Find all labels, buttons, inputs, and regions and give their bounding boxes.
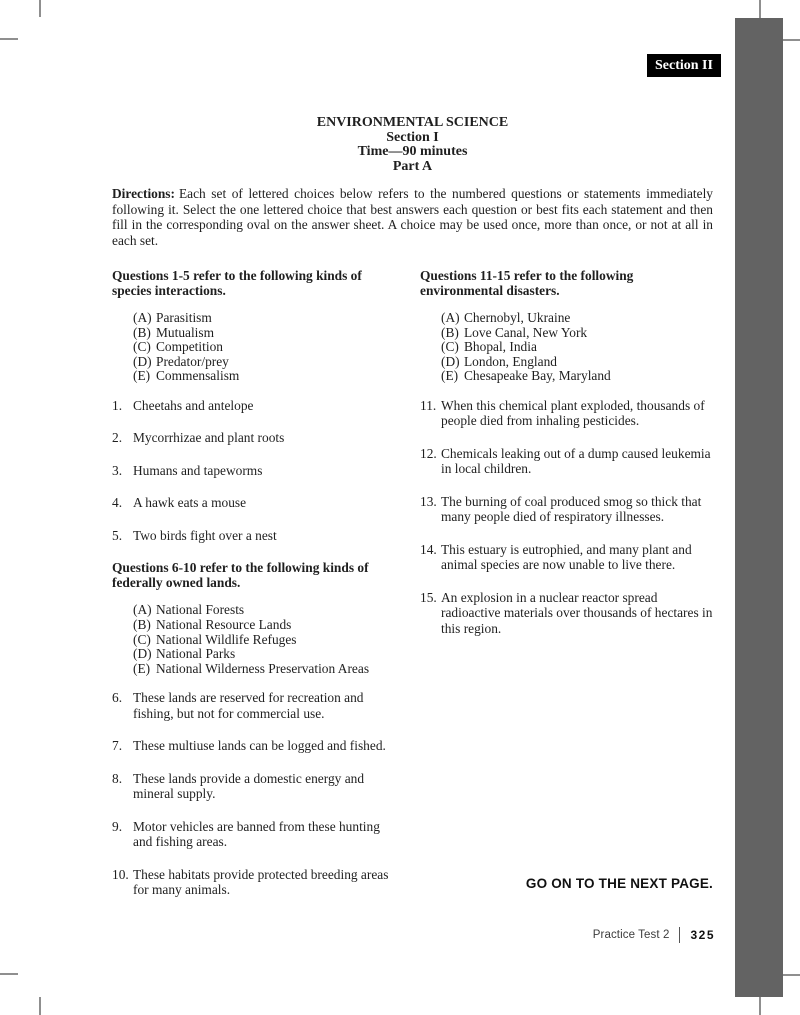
group-heading: Questions 6-10 refer to the following kinds of federally owned lands.: [112, 560, 369, 591]
choice-item: [133, 662, 394, 677]
question-group-6-10: [112, 560, 394, 897]
choice-letter: (E): [133, 660, 151, 676]
question-text: These lands are reserved for recreation and fishing, but not for commercial use.: [133, 690, 364, 721]
crop-mark-bottom-left-horizontal: [0, 973, 18, 975]
choice-text: Mutualism: [156, 324, 215, 340]
question-number: 6.: [112, 690, 123, 706]
directions-label: Directions:: [112, 186, 175, 202]
section-badge: Section II: [647, 54, 721, 77]
choice-text: Competition: [156, 339, 223, 355]
question-number: 8.: [112, 770, 123, 786]
choice-letter: (D): [133, 353, 152, 369]
choice-item: [133, 603, 394, 618]
choice-letter: (C): [441, 339, 459, 355]
choice-item: [133, 369, 394, 384]
choice-item: [133, 355, 394, 370]
choice-text: Parasitism: [156, 310, 212, 325]
exam-title-block: [112, 116, 713, 174]
choice-item: [441, 311, 713, 326]
question-item: [420, 398, 713, 429]
choice-text: Chesapeake Bay, Maryland: [464, 368, 611, 384]
question-text: Two birds fight over a nest: [133, 527, 277, 543]
crop-mark-bottom-left-vertical: [39, 997, 41, 1015]
question-text: Mycorrhizae and plant roots: [133, 430, 285, 446]
group-heading: Questions 1-5 refer to the following kinds of species interactions.: [112, 268, 362, 298]
crop-mark-top-right-horizontal: [783, 39, 800, 41]
choice-list: [112, 311, 394, 384]
question-text: Humans and tapeworms: [133, 462, 263, 478]
question-text: When this chemical plant exploded, thousands of people died from inhaling pesticides.: [441, 397, 705, 429]
question-text: This estuary is eutrophied, and many plant and animal species are now unable to live there.: [441, 541, 692, 573]
choice-letter: (A): [133, 310, 152, 325]
choice-text: Chernobyl, Ukraine: [464, 310, 571, 325]
choice-text: Commensalism: [156, 368, 240, 384]
footer-divider: [679, 927, 680, 943]
question-text: These habitats provide protected breeding areas for many animals.: [133, 866, 389, 898]
choice-letter: (E): [441, 368, 459, 384]
choice-text: London, England: [464, 353, 557, 369]
directions-text: Each set of lettered choices below refers to the numbered questions or statements immediately following it. Select the one lettered choice that best answers each question or best fits each statement and then fill in the corresponding oval on the answer sheet. A choice may be used once, more than once, or not at all in each set.: [112, 186, 713, 248]
question-item: [112, 398, 394, 414]
question-item: [420, 446, 713, 477]
question-number: 15.: [420, 589, 437, 605]
question-item: [420, 542, 713, 573]
question-item: [112, 495, 394, 511]
question-number: 7.: [112, 738, 123, 754]
question-item: [420, 494, 713, 525]
question-text: The burning of coal produced smog so thick that many people died of respiratory illnesses.: [441, 493, 702, 525]
exam-section: Section I: [386, 129, 439, 145]
choice-item: [133, 340, 394, 355]
crop-mark-bottom-right-vertical: [759, 997, 761, 1015]
question-number: 12.: [420, 445, 437, 461]
directions-paragraph: [112, 186, 713, 248]
question-item: [112, 690, 394, 721]
question-list: [112, 398, 394, 544]
exam-title: ENVIRONMENTAL SCIENCE: [316, 115, 509, 130]
question-number: 9.: [112, 818, 123, 834]
question-number: 5.: [112, 527, 123, 543]
question-list: [420, 398, 713, 637]
choice-item: [133, 326, 394, 341]
choice-item: [133, 647, 394, 662]
choice-letter: (D): [133, 646, 152, 662]
question-list: [112, 690, 394, 898]
question-item: [112, 463, 394, 479]
choice-letter: (E): [133, 368, 151, 384]
question-item: [112, 430, 394, 446]
question-item: [112, 738, 394, 754]
question-text: These multiuse lands can be logged and fished.: [133, 738, 386, 754]
question-text: An explosion in a nuclear reactor spread radioactive materials over thousands of hectares in this region.: [441, 589, 713, 636]
choice-letter: (A): [441, 310, 460, 325]
choice-letter: (B): [133, 324, 151, 340]
choice-letter: (B): [133, 617, 151, 633]
footer-book-label: Practice Test 2: [592, 929, 670, 941]
choice-item: [441, 355, 713, 370]
choice-letter: (C): [133, 339, 151, 355]
crop-mark-top-right-vertical: [759, 0, 761, 18]
left-column: [112, 268, 394, 915]
question-item: [112, 528, 394, 544]
choice-text: National Wilderness Preservation Areas: [156, 660, 370, 676]
question-group-1-5: [112, 268, 394, 543]
question-item: [112, 867, 394, 898]
choice-item: [441, 369, 713, 384]
choice-item: [441, 326, 713, 341]
choice-text: National Resource Lands: [156, 617, 292, 633]
question-number: 3.: [112, 462, 123, 478]
page-content: [112, 116, 713, 915]
right-column: [420, 268, 713, 915]
choice-item: [133, 618, 394, 633]
choice-text: Predator/prey: [156, 353, 229, 369]
question-columns: [112, 268, 713, 915]
page-footer: [593, 927, 715, 943]
question-number: 11.: [420, 397, 437, 413]
question-text: Motor vehicles are banned from these hunting and fishing areas.: [133, 818, 380, 850]
choice-list: [420, 311, 713, 384]
choice-item: [133, 633, 394, 648]
question-number: 4.: [112, 495, 123, 511]
choice-text: National Forests: [156, 602, 245, 618]
question-text: Chemicals leaking out of a dump caused leukemia in local children.: [441, 445, 711, 477]
choice-letter: (A): [133, 602, 152, 618]
question-item: [420, 590, 713, 637]
question-text: A hawk eats a mouse: [133, 495, 247, 511]
choice-text: Love Canal, New York: [464, 324, 588, 340]
question-number: 13.: [420, 493, 437, 509]
choice-item: [441, 340, 713, 355]
choice-text: National Parks: [156, 646, 236, 662]
question-text: Cheetahs and antelope: [133, 397, 254, 413]
crop-mark-top-left-horizontal: [0, 38, 18, 40]
question-item: [112, 819, 394, 850]
question-number: 2.: [112, 430, 123, 446]
question-group-11-15: [420, 268, 713, 636]
choice-text: Bhopal, India: [464, 339, 537, 355]
go-on-instruction: GO ON TO THE NEXT PAGE.: [525, 876, 713, 891]
choice-item: [133, 311, 394, 326]
question-number: 10.: [112, 866, 129, 882]
choice-letter: (B): [441, 324, 459, 340]
choice-letter: (C): [133, 631, 151, 647]
footer-page-number: 325: [690, 928, 715, 942]
question-item: [112, 771, 394, 802]
crop-mark-bottom-right-horizontal: [783, 974, 800, 976]
choice-text: National Wildlife Refuges: [156, 631, 297, 647]
crop-mark-top-left-vertical: [39, 0, 41, 17]
question-number: 1.: [112, 397, 123, 413]
page-edge-tab: [735, 18, 783, 997]
group-heading: Questions 11-15 refer to the following environmental disasters.: [420, 268, 634, 298]
exam-time: Time—90 minutes: [357, 144, 468, 160]
choice-list: [112, 603, 394, 676]
exam-part: Part A: [392, 158, 433, 174]
choice-letter: (D): [441, 353, 460, 369]
question-number: 14.: [420, 541, 437, 557]
question-text: These lands provide a domestic energy and mineral supply.: [133, 770, 365, 802]
